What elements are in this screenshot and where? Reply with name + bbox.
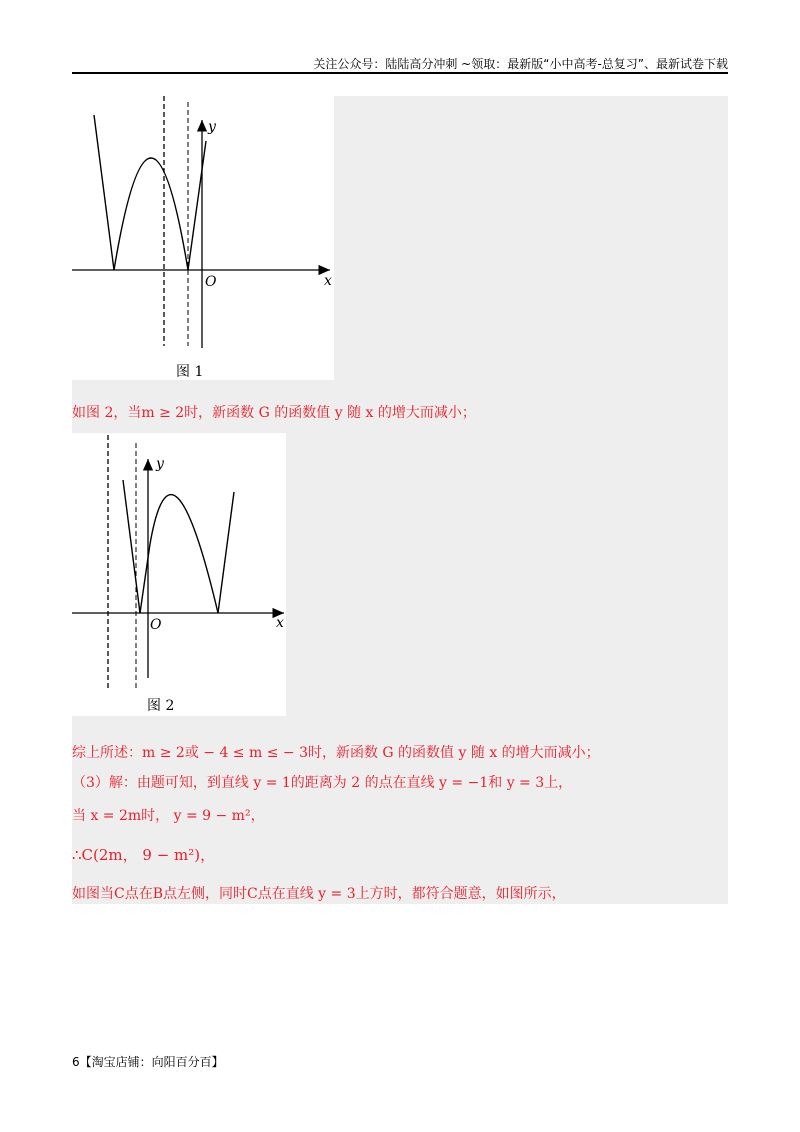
page-header: 关注公众号：陆陆高分冲刺 ~领取：最新版“小中高考-总复习”、最新试卷下载 [313,57,728,71]
figure-2 [72,433,286,716]
text-line-5: ∴C(2m， 9 − m²)， [72,846,216,864]
x-axis-label: x [276,615,284,631]
page-footer: 6【淘宝店铺：向阳百分百】 [72,1055,224,1069]
y-axis-label: y [156,456,164,472]
curve-arch [150,495,218,613]
text-line-3: （3）解：由题可知，到直线 y = 1的距离为 2 的点在直线 y = −1和 y = 3上， [72,775,573,791]
figure-1 [72,96,334,380]
origin-label: O [205,274,217,290]
text-line-1: 如图 2，当m ≥ 2时，新函数 G 的函数值 y 随 x 的增大而减小； [72,405,476,421]
text-line-6: 如图当C点在B点左侧，同时C点在直线 y = 3上方时，都符合题意，如图所示， [72,886,566,902]
figure-2-graph [72,433,286,716]
curve-left-branch [94,115,114,270]
x-axis-label: x [324,273,332,289]
text-line-2: 综上所述：m ≥ 2或 − 4 ≤ m ≤ − 3时，新函数 G 的函数值 y 随 x 的增大而减小； [72,745,600,761]
curve-right-branch [188,141,206,270]
header-divider [72,72,728,74]
figure-1-caption: 图 1 [176,364,204,380]
curve-arch [114,158,188,270]
origin-label: O [150,617,162,633]
figure-1-graph [72,96,334,380]
curve-left-branch [123,480,140,613]
figure-2-caption: 图 2 [147,698,175,714]
curve-right-branch [218,492,234,613]
text-line-4: 当 x = 2m时， y = 9 − m²， [72,808,265,824]
y-axis-label: y [208,119,216,135]
